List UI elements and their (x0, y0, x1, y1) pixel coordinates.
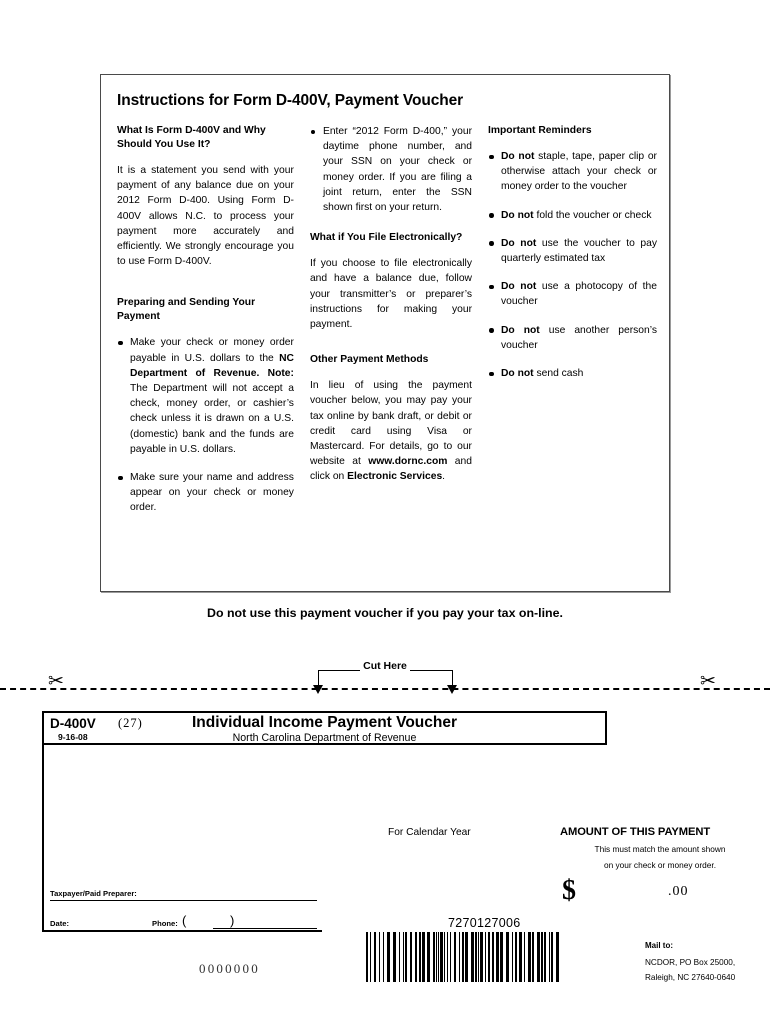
list-item (488, 208, 657, 223)
voucher-form-code: D-400V (50, 716, 96, 731)
bullet-text-a: Make your check or money order payable in U.S. dollars to the (130, 337, 294, 364)
calendar-year-label: For Calendar Year (388, 827, 471, 838)
amount-of-payment-label: AMOUNT OF THIS PAYMENT (560, 826, 711, 838)
list-item (488, 236, 657, 266)
voucher-title: Individual Income Payment Voucher (192, 714, 457, 731)
taxpayer-preparer-input-rule[interactable] (50, 900, 317, 901)
column-right (488, 124, 657, 516)
reminder-bold: Do not (501, 324, 540, 336)
paragraph-file-electronically: If you choose to file electronically and have a balance due, follow your transmitter’s or preparer’s instructions for making your payment. (309, 258, 472, 331)
reminder-bold: Do not (501, 151, 535, 162)
amount-note-line-1: This must match the amount shown (594, 844, 726, 854)
voucher-form-paren: (27) (118, 716, 143, 730)
instructions-panel (100, 74, 670, 592)
cut-dashed-line (0, 688, 770, 690)
phone-area-code-parens: ( ) (182, 913, 255, 928)
dollar-sign-icon: $ (562, 875, 576, 906)
list-check-instructions (310, 124, 472, 215)
list-item (117, 335, 294, 457)
heading-other-payment-methods: Other Payment Methods (309, 354, 429, 366)
phone-input-rule[interactable] (213, 928, 317, 929)
reminder-text: send cash (533, 368, 584, 380)
list-item (488, 279, 657, 309)
reminder-bold: Do not (501, 209, 534, 221)
voucher-address-area[interactable] (42, 745, 322, 932)
reminder-bold: Do not (501, 237, 537, 249)
voucher-revision-date: 9-16-08 (58, 732, 88, 742)
reminder-bold: Do not (501, 281, 537, 293)
cut-bracket-left (318, 670, 360, 671)
list-important-reminders (488, 149, 657, 381)
other-pay-text-a: In lieu of using the payment voucher below, you may pay your tax online by bank draft, or debit or credit card using Visa or Mastercard. For details, go to our website at (309, 380, 472, 468)
barcode-image (366, 932, 604, 982)
bullet-text-b: The Department will not accept a check, money order, or cashier’s check unless it is drawn on a U.S. (domestic) bank and the funds are payable in U.S. dollars. (130, 383, 294, 455)
reminder-text: fold the voucher or check (533, 209, 652, 221)
cut-bracket-right (410, 670, 452, 671)
heading-file-electronically: What if You File Electronically? (309, 232, 463, 244)
heading-important-reminders: Important Reminders (488, 125, 592, 136)
list-item: Enter “2012 Form D-400,” your daytime phone number, and your SSN on your check or money order. If you are filing a joint return, enter the SSN shown first on your return. (310, 124, 472, 215)
reminder-text: use another person’s voucher (501, 324, 657, 351)
voucher-subtitle: North Carolina Department of Revenue (232, 732, 417, 744)
scissors-icon: ✂ (700, 671, 716, 692)
reminder-bold: Do not (501, 368, 534, 380)
bullet-bold-note: Note: (267, 367, 294, 379)
reminder-text: use a photocopy of the voucher (501, 281, 657, 308)
link-dornc-website: www.dornc.com (368, 456, 448, 468)
list-item (488, 366, 657, 381)
taxpayer-preparer-label: Taxpayer/Paid Preparer: (50, 889, 137, 898)
other-pay-text-b: and click on (309, 456, 472, 483)
date-label: Date: (50, 919, 69, 928)
reminder-text: use the voucher to pay quarterly estimated tax (501, 237, 657, 265)
other-pay-text-c: . (442, 471, 446, 483)
heading-what-is-form: What Is Form D-400V and Why Should You Use It? (117, 125, 266, 150)
column-middle (310, 124, 472, 516)
scissors-icon: ✂ (48, 671, 64, 692)
page-title: Instructions for Form D-400V, Payment Voucher (117, 92, 464, 109)
phone-label: Phone: (152, 919, 178, 928)
bullet-bold-ncdor: NC Department of Revenue. (130, 352, 294, 379)
list-item (488, 323, 657, 353)
column-left (117, 124, 294, 516)
mail-to-address-line-1: NCDOR, PO Box 25000, (645, 958, 736, 967)
link-electronic-services: Electronic Services (347, 471, 443, 483)
heading-preparing-payment: Preparing and Sending Your Payment (117, 297, 256, 323)
mail-to-label: Mail to: (645, 941, 673, 950)
paragraph-other-payment-methods (310, 378, 472, 484)
online-payment-notice: Do not use this payment voucher if you pay your tax on-line. (207, 606, 563, 620)
list-preparing-payment (117, 335, 294, 515)
voucher-serial-number: 0000000 (199, 961, 260, 976)
voucher-title-box (42, 711, 607, 745)
cut-here-label: Cut Here (363, 660, 407, 672)
mail-to-address-line-2: Raleigh, NC 27640-0640 (645, 973, 736, 982)
reminder-text: staple, tape, paper clip or otherwise attach your check or money order to the voucher (501, 151, 657, 193)
list-item (488, 149, 657, 195)
cut-here-zone (0, 660, 770, 700)
paragraph-what-is-form: It is a statement you send with your payment of any balance due on your 2012 Form D-400. Using Form D-400V allows N.C. to process your payment more accurately and efficiently. We strongly encourage you to use Form D-400V. (117, 165, 294, 268)
list-item: Make sure your name and address appear on your check or money order. (117, 470, 294, 516)
amount-note-line-2: on your check or money order. (603, 860, 717, 870)
amount-cents-suffix: .00 (668, 884, 689, 899)
instructions-columns (117, 124, 657, 516)
barcode-number: 7270127006 (448, 916, 521, 930)
